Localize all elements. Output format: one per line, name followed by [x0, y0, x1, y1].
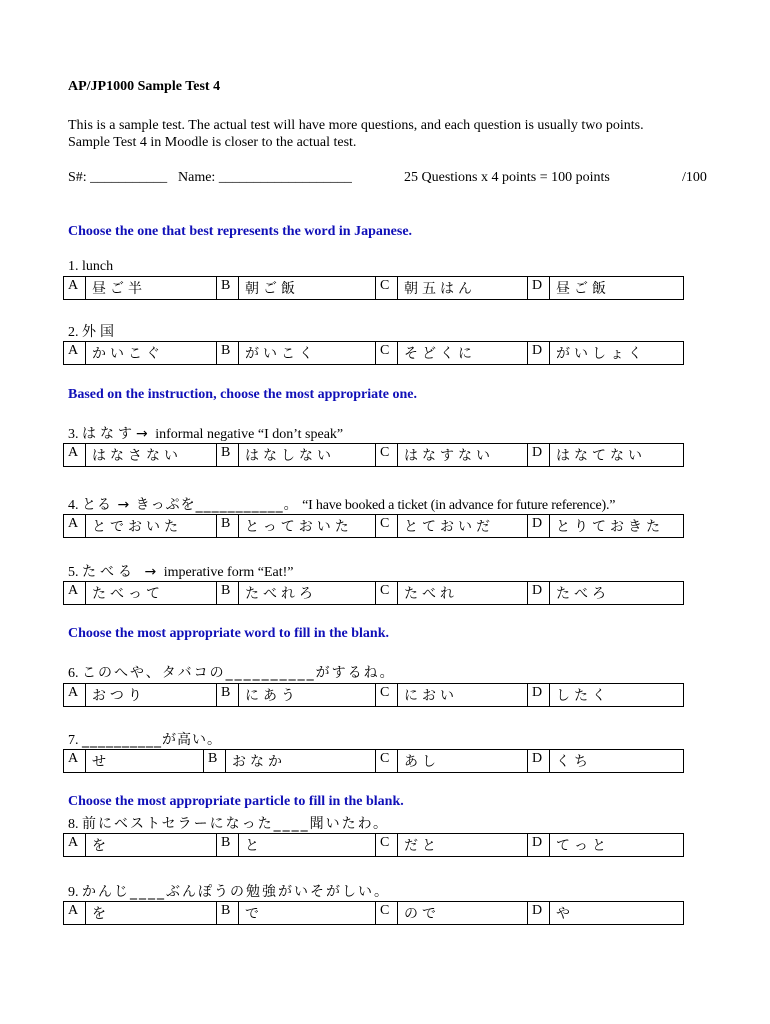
choice-option-c[interactable]: たべれ: [398, 582, 528, 605]
choice-option-d[interactable]: がいしょく: [550, 342, 684, 365]
question-prompt-jp: とる → きっぷを___________。: [82, 497, 299, 513]
choice-option-b[interactable]: とっておいた: [239, 515, 376, 538]
choice-table-7: [63, 749, 684, 773]
question-prompt-1: [68, 259, 113, 275]
choice-letter-a: A: [64, 902, 86, 925]
choice-option-a[interactable]: を: [86, 834, 217, 857]
page-title: AP/JP1000 Sample Test 4: [68, 79, 221, 94]
choice-letter-a: A: [64, 342, 86, 365]
choice-option-b[interactable]: はなしない: [239, 444, 376, 467]
choice-table-3: [63, 443, 684, 467]
choice-option-b[interactable]: がいこく: [239, 342, 376, 365]
choice-letter-b: B: [217, 902, 239, 925]
choice-letter-c: C: [376, 342, 398, 365]
choice-row: [64, 342, 684, 365]
choice-row: [64, 902, 684, 925]
intro-text: [68, 117, 644, 151]
choice-letter-d: D: [528, 342, 550, 365]
intro-line-2: Sample Test 4 in Moodle is closer to the actual test.: [68, 135, 357, 150]
question-prompt-en: lunch: [82, 259, 114, 274]
choice-letter-b: B: [217, 277, 239, 300]
section-heading-3: Choose the most appropriate word to fill in the blank.: [68, 626, 389, 641]
question-number: 8.: [68, 817, 79, 832]
question-prompt-jp: 外国: [82, 324, 118, 340]
question-prompt-jp: かんじ____ぶんぽうの勉強がいそがしい。: [82, 884, 390, 900]
choice-table-5: [63, 581, 684, 605]
choice-option-a[interactable]: 昼ご半: [86, 277, 217, 300]
choice-letter-a: A: [64, 277, 86, 300]
choice-letter-b: B: [217, 582, 239, 605]
choice-letter-c: C: [376, 515, 398, 538]
question-number: 9.: [68, 885, 79, 900]
question-number: 5.: [68, 565, 79, 580]
choice-option-a[interactable]: はなさない: [86, 444, 217, 467]
choice-option-a[interactable]: せ: [86, 750, 204, 773]
question-prompt-en: imperative form “Eat!”: [163, 565, 294, 580]
choice-option-a[interactable]: たべって: [86, 582, 217, 605]
choice-letter-a: A: [64, 444, 86, 467]
choice-letter-b: B: [217, 515, 239, 538]
choice-option-c[interactable]: ので: [398, 902, 528, 925]
choice-option-c[interactable]: とておいだ: [398, 515, 528, 538]
choice-option-c[interactable]: はなすない: [398, 444, 528, 467]
choice-option-a[interactable]: おつり: [86, 684, 217, 707]
choice-letter-d: D: [528, 582, 550, 605]
choice-option-d[interactable]: とりておきた: [550, 515, 684, 538]
section-heading-4: Choose the most appropriate particle to fill in the blank.: [68, 794, 404, 809]
choice-option-d[interactable]: したく: [550, 684, 684, 707]
choice-letter-a: A: [64, 834, 86, 857]
choice-row: [64, 750, 684, 773]
choice-letter-b: B: [204, 750, 226, 773]
choice-letter-d: D: [528, 444, 550, 467]
choice-letter-b: B: [217, 444, 239, 467]
choice-letter-a: A: [64, 515, 86, 538]
student-number-field: S#: ___________: [68, 170, 168, 185]
question-number: 7.: [68, 733, 79, 748]
question-number: 4.: [68, 498, 79, 513]
choice-letter-b: B: [217, 834, 239, 857]
choice-option-b[interactable]: おなか: [226, 750, 376, 773]
choice-letter-d: D: [528, 515, 550, 538]
choice-option-b[interactable]: と: [239, 834, 376, 857]
question-number: 6.: [68, 666, 79, 681]
choice-row: [64, 515, 684, 538]
choice-option-c[interactable]: 朝五はん: [398, 277, 528, 300]
choice-option-a[interactable]: かいこぐ: [86, 342, 217, 365]
choice-letter-c: C: [376, 684, 398, 707]
choice-letter-b: B: [217, 342, 239, 365]
choice-option-a[interactable]: とでおいた: [86, 515, 217, 538]
question-prompt-4: [68, 494, 615, 514]
question-prompt-jp: __________が高い。: [82, 732, 222, 748]
choice-letter-d: D: [528, 684, 550, 707]
choice-option-c[interactable]: だと: [398, 834, 528, 857]
question-prompt-2: [68, 321, 118, 341]
question-prompt-en: informal negative “I don’t speak”: [155, 427, 344, 442]
choice-option-a[interactable]: を: [86, 902, 217, 925]
choice-letter-c: C: [376, 444, 398, 467]
choice-option-b[interactable]: にあう: [239, 684, 376, 707]
section-heading-1: Choose the one that best represents the word in Japanese.: [68, 224, 413, 239]
choice-table-9: [63, 901, 684, 925]
choice-row: [64, 684, 684, 707]
question-number: 3.: [68, 427, 79, 442]
question-prompt-jp: このへや、タバコの__________がするね。: [82, 665, 396, 681]
question-prompt-8: [68, 813, 389, 833]
question-prompt-9: [68, 881, 390, 901]
question-prompt-jp: たべる →: [82, 564, 161, 580]
question-prompt-3: [68, 423, 343, 443]
choice-option-d[interactable]: たべろ: [550, 582, 684, 605]
choice-option-b[interactable]: で: [239, 902, 376, 925]
choice-row: [64, 582, 684, 605]
choice-option-d[interactable]: くち: [550, 750, 684, 773]
choice-option-c[interactable]: あし: [398, 750, 528, 773]
choice-option-c[interactable]: そどくに: [398, 342, 528, 365]
choice-letter-b: B: [217, 684, 239, 707]
question-number: 1.: [68, 259, 79, 274]
total-score: /100: [682, 170, 707, 185]
question-number: 2.: [68, 325, 79, 340]
choice-option-b[interactable]: たべれろ: [239, 582, 376, 605]
choice-letter-c: C: [376, 902, 398, 925]
question-prompt-7: [68, 729, 222, 749]
choice-letter-c: C: [376, 750, 398, 773]
choice-table-2: [63, 341, 684, 365]
choice-letter-d: D: [528, 277, 550, 300]
choice-letter-d: D: [528, 834, 550, 857]
scoring-info: 25 Questions x 4 points = 100 points: [404, 170, 610, 185]
choice-option-d[interactable]: はなてない: [550, 444, 684, 467]
choice-option-b[interactable]: 朝ご飯: [239, 277, 376, 300]
choice-letter-a: A: [64, 750, 86, 773]
choice-letter-c: C: [376, 277, 398, 300]
section-heading-2: Based on the instruction, choose the most appropriate one.: [68, 387, 417, 402]
choice-table-1: [63, 276, 684, 300]
choice-row: [64, 444, 684, 467]
question-prompt-jp: 前にベストセラーになった____聞いたわ。: [82, 816, 390, 832]
choice-option-d[interactable]: てっと: [550, 834, 684, 857]
choice-table-4: [63, 514, 684, 538]
choice-table-8: [63, 833, 684, 857]
intro-line-1: This is a sample test. The actual test will have more questions, and each question is usually two points.: [68, 118, 644, 133]
question-prompt-jp: はなす→: [82, 426, 152, 442]
choice-option-d[interactable]: や: [550, 902, 684, 925]
choice-letter-c: C: [376, 582, 398, 605]
choice-option-c[interactable]: におい: [398, 684, 528, 707]
question-prompt-en: “I have booked a ticket (in advance for future reference).”: [302, 498, 616, 513]
choice-letter-a: A: [64, 684, 86, 707]
choice-row: [64, 277, 684, 300]
choice-option-d[interactable]: 昼ご飯: [550, 277, 684, 300]
choice-letter-c: C: [376, 834, 398, 857]
choice-table-6: [63, 683, 684, 707]
choice-letter-d: D: [528, 750, 550, 773]
question-prompt-6: [68, 662, 396, 682]
choice-letter-d: D: [528, 902, 550, 925]
choice-row: [64, 834, 684, 857]
choice-letter-a: A: [64, 582, 86, 605]
name-field: Name: ___________________: [178, 170, 352, 185]
question-prompt-5: [68, 561, 294, 581]
